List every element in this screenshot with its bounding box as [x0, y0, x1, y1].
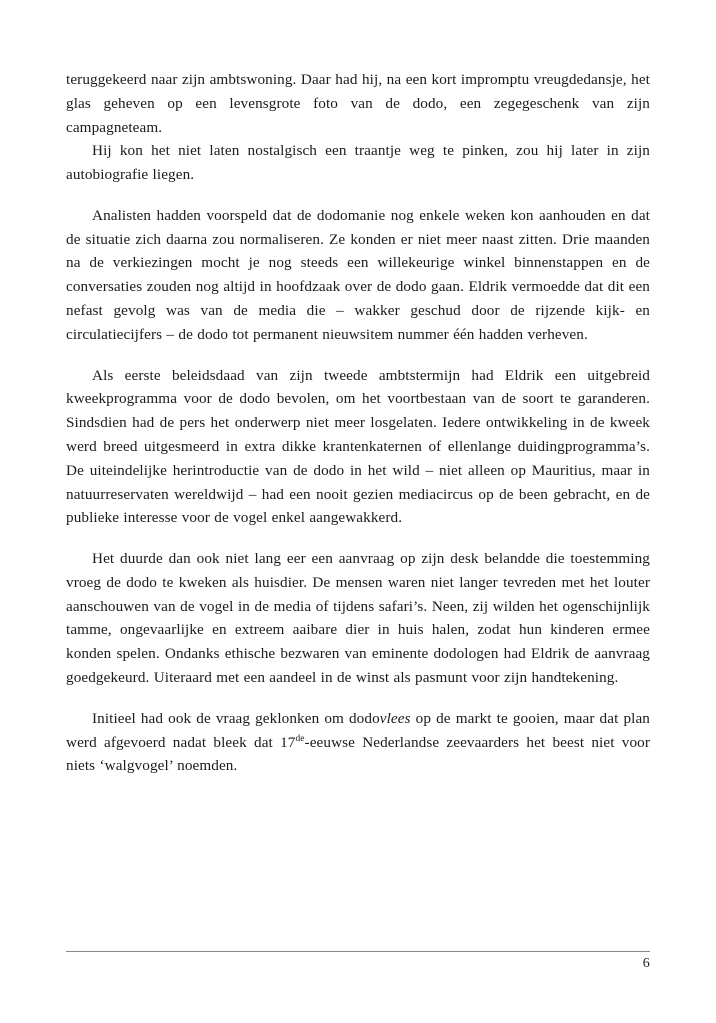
page-footer: [66, 951, 650, 977]
segment-superscript-de: de: [295, 733, 305, 744]
paragraph-continued: teruggekeerd naar zijn ambtswoning. Daar had hij, na een kort impromptu vreugdedansje, het glas geheven op een levensgrote foto van de dodo, een zegegeschenk van zijn campagneteam.: [66, 71, 650, 136]
page-body: [66, 68, 650, 778]
paragraph-beleidsdaad: Als eerste beleidsdaad van zijn tweede ambtstermijn had Eldrik een uitgebreid kweekprogramma voor de dodo bevolen, om het voortbestaan van de soort te garanderen. Sindsdien had de pers het onderwerp niet meer losgelaten. Iedere ontwikkeling in de kweek werd breed uitgesmeerd in extra dikke krantenkaternen of ellenlange duidingprogramma’s. De uiteindelijke herintroductie van de dodo in het wild – niet alleen op Mauritius, maar in natuurreservaten wereldwijd – had een nooit gezien mediacircus op de been gebracht, en de publieke interesse voor de vogel enkel aangewakkerd.: [66, 366, 650, 527]
page-number: 6: [642, 956, 650, 971]
segment-text-3: -eeuwse Nederlandse zeevaarders het beest niet voor niets ‘walgvogel’ noemden.: [66, 733, 650, 775]
paragraph-dodovlees: [66, 707, 650, 778]
segment-italic-vlees: vlees: [379, 709, 411, 727]
segment-text-2: op de markt te gooien, maar dat plan werd afgevoerd nadat bleek dat 17: [66, 709, 650, 751]
paragraph-aanvraag: Het duurde dan ook niet lang eer een aanvraag op zijn desk belandde die toestemming vroeg de dodo te kweken als huisdier. De mensen waren niet langer tevreden met het louter aanschouwen van de vogel in de media of tijdens safari’s. Neen, zij wilden het ogenschijnlijk tamme, ongevaarlijke en extreem aaibare dier in huis halen, zodat hun kinderen ermee konden spelen. Ondanks ethische bezwaren van eminente dodologen had Eldrik de aanvraag goedgekeurd. Uiteraard met een aandeel in de winst als pasmunt voor zijn handtekening.: [66, 550, 650, 686]
paragraph-analisten: Analisten hadden voorspeld dat de dodomanie nog enkele weken kon aanhouden en dat de situatie zich daarna zou normaliseren. Ze konden er niet meer naast zitten. Drie maanden na de verkiezingen mocht je nog steeds een willekeurige winkel binnenstappen en de conversaties zouden nog altijd in hoofdzaak over de dodo gaan. Eldrik vermoedde dat dit een nefast gevolg was van de media die – wakker geschud door de rijzende kijk- en circulatiecijfers – de dodo tot permanent nieuwsitem nummer één hadden verheven.: [66, 206, 650, 343]
paragraph-autobiografie: Hij kon het niet laten nostalgisch een traantje weg te pinken, zou hij later in zijn autobiografie liegen.: [66, 142, 650, 184]
segment-text-1: Initieel had ook de vraag geklonken om dodo: [92, 709, 380, 727]
